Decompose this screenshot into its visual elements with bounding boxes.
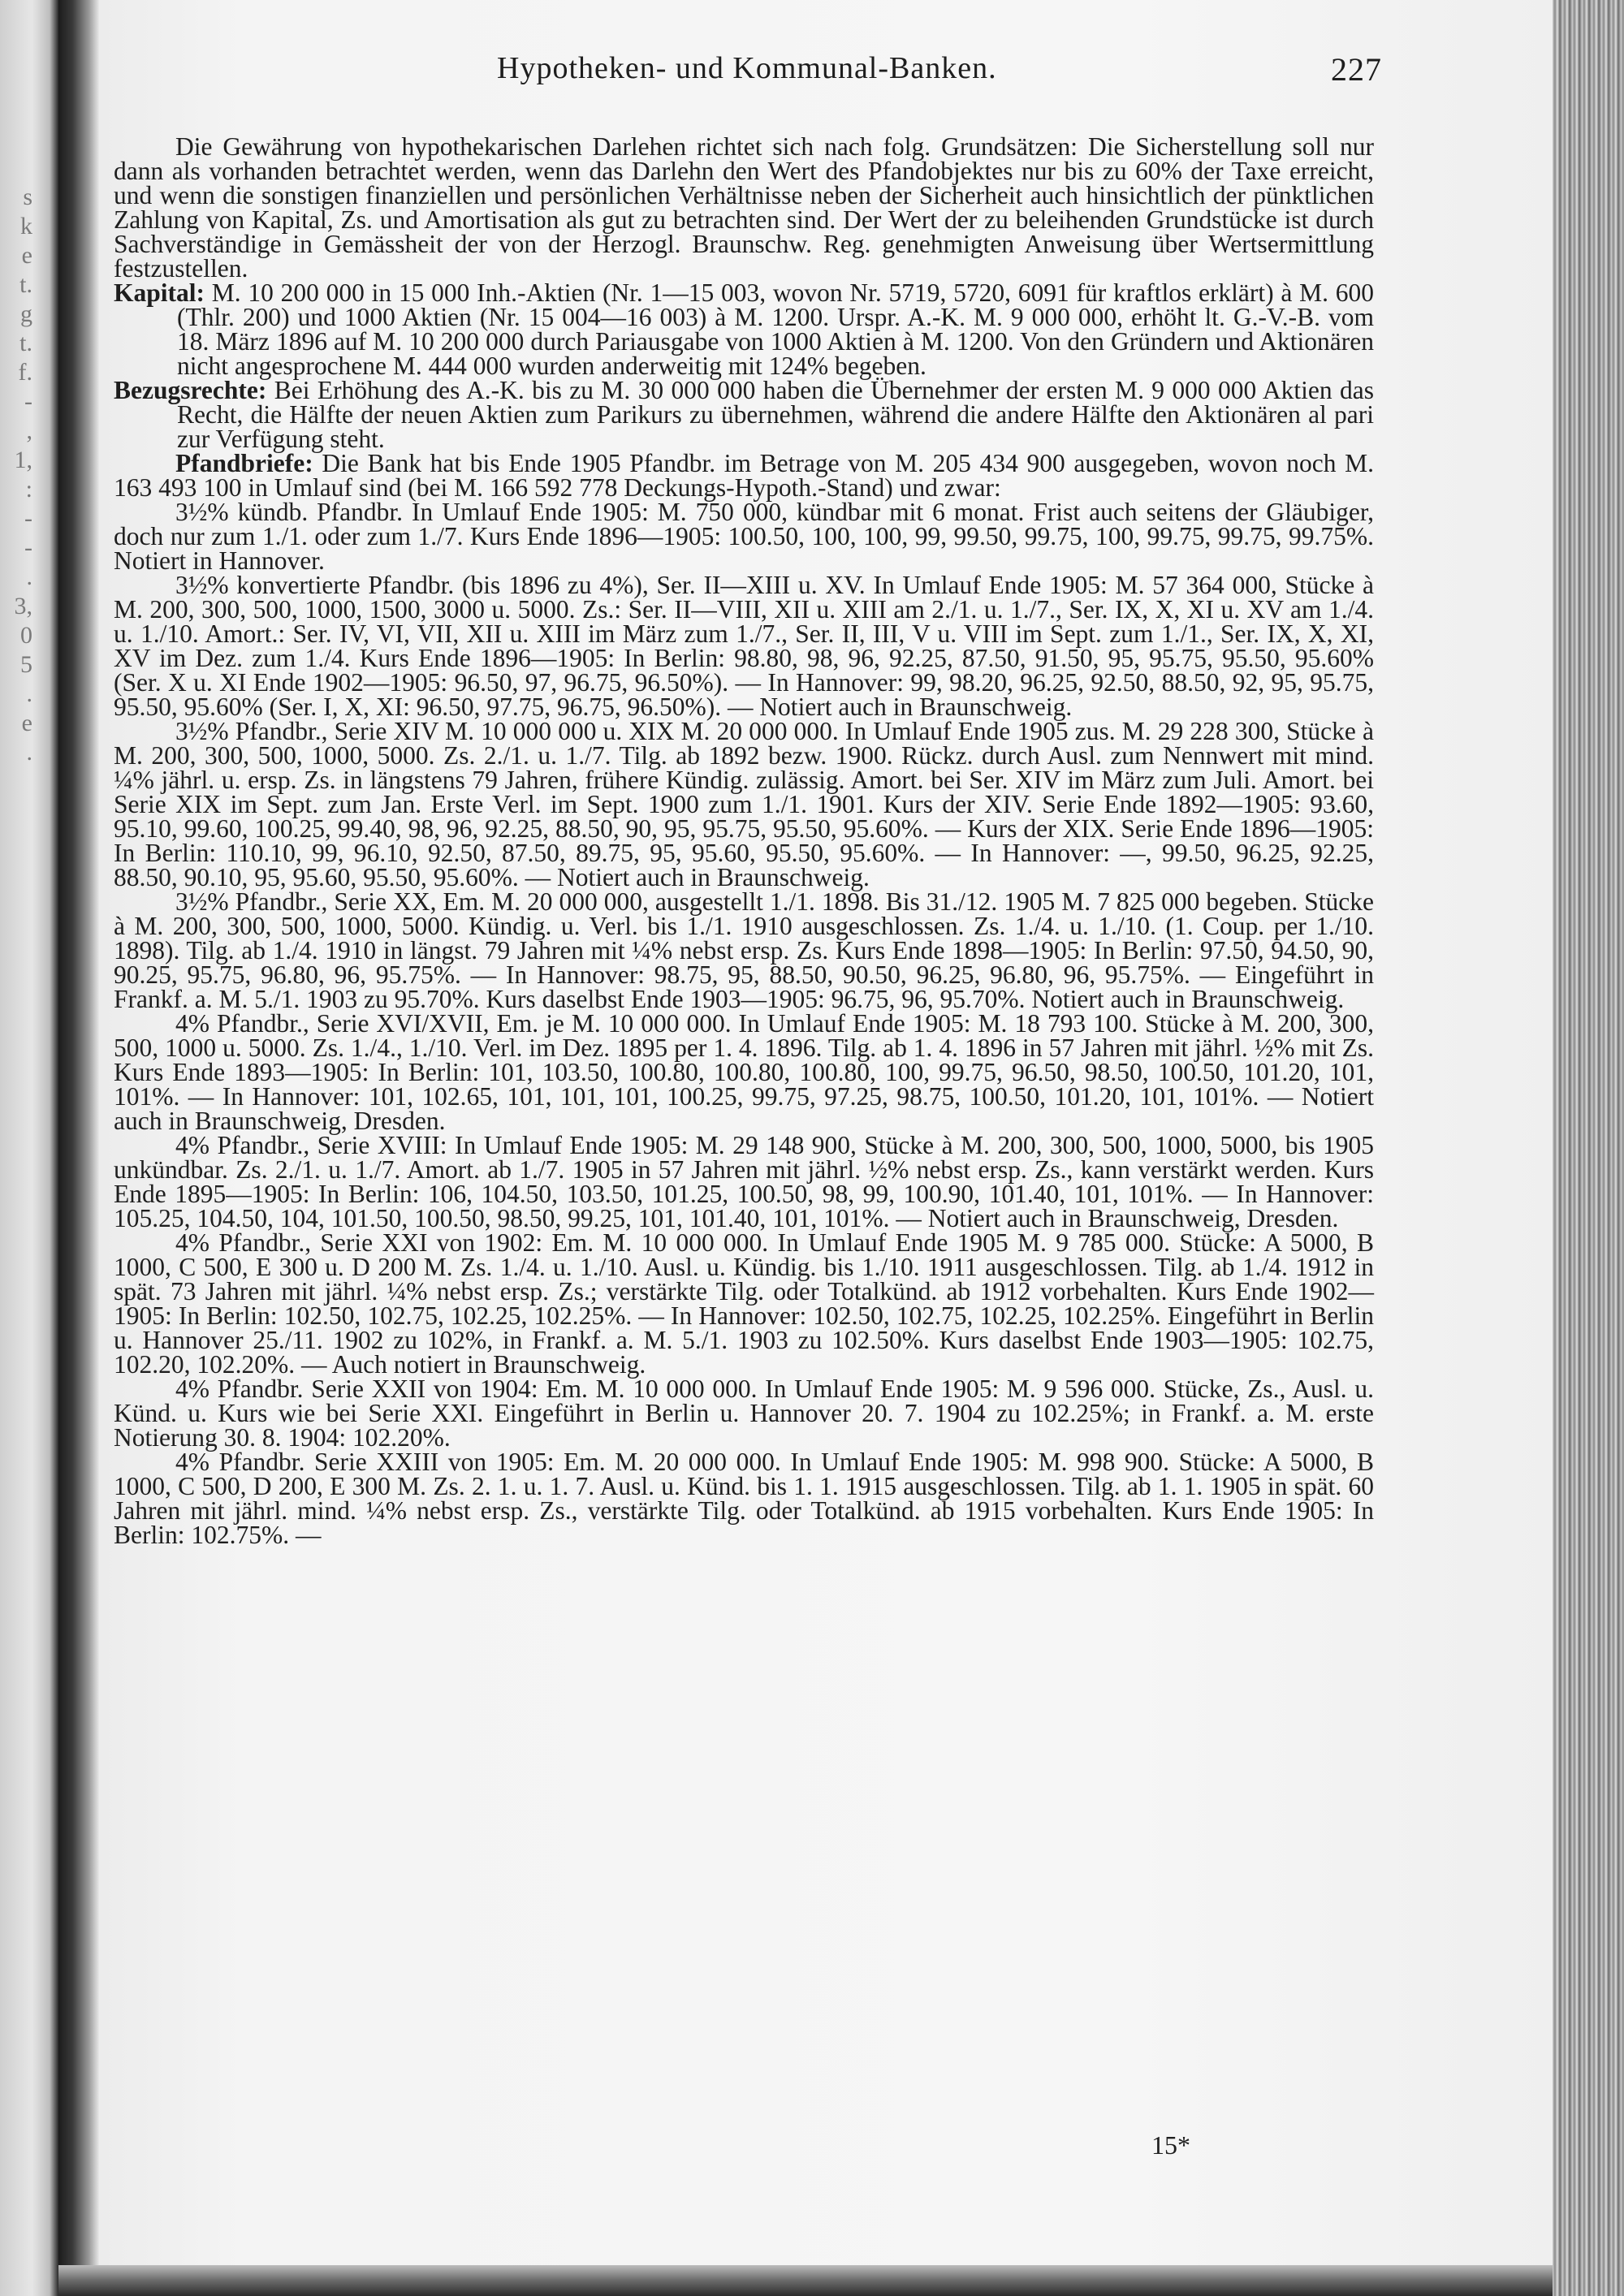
paragraph	[114, 1228, 1374, 1379]
paragraph-text: 4% Pfandbr., Serie XXI von 1902: Em. M. 10 000 000. In Umlauf Ende 1905 M. 9 785 000. Stücke: A 5000, B 1000, C 500, E 300 u. D 200 M. Zs. 1./4. u. 1./10. Ausl. u. Kündig. bis 1./10. 1911 ausgeschlossen. Tilg. ab 1./4. 1912 in spät. 73 Jahren mit jährl. ¼% nebst ersp. Zs.; verstärkte Tilg. oder Totalkünd. ab 1912 vorbehalten. Kurs Ende 1902—1905: In Berlin: 102.50, 102.75, 102.25, 102.25%. — In Hannover: 102.50, 102.75, 102.25, 102.25%. Eingeführt in Berlin u. Hannover 25./11. 1902 zu 102%, in Frankf. a. M. 5./1. 1903 zu 102.50%. Kurs daselbst Ende 1903—1905: 102.75, 102.20, 102.20%. — Auch notiert in Braunschweig.	[114, 1228, 1374, 1379]
margin-ghost-mark: -	[24, 505, 32, 532]
bottom-edge	[58, 2265, 1553, 2296]
body-text	[114, 132, 1374, 1549]
margin-ghost-mark: 3,	[14, 593, 32, 619]
margin-ghost-mark: .	[26, 739, 32, 766]
margin-ghost-mark: f.	[18, 359, 32, 386]
margin-ghost-mark: s	[23, 183, 32, 210]
paragraph	[114, 1009, 1374, 1135]
margin-ghost-mark: 0	[20, 622, 32, 649]
margin-ghost-mark: k	[20, 213, 32, 240]
margin-ghost-mark: g	[20, 300, 32, 327]
margin-ghost-mark: 1,	[14, 447, 32, 473]
paragraph	[114, 132, 1374, 283]
paragraph-text: Die Bank hat bis Ende 1905 Pfandbr. im Betrage von M. 205 434 900 ausgegeben, wovon noch M. 163 493 100 in Umlauf sind (bei M. 166 592 778 Deckungs-Hypoth.-Stand) und zwar:	[114, 449, 1374, 502]
paragraph-text: 4% Pfandbr., Serie XVIII: In Umlauf Ende 1905: M. 29 148 900, Stücke à M. 200, 300, 500, 1000, 5000, bis 1905 unkündbar. Zs. 2./1. u. 1./7. Amort. ab 1./7. 1905 in 57 Jahren mit jährl. ½% nebst ersp. Zs., kann verstärkt werden. Kurs Ende 1895—1905: In Berlin: 106, 104.50, 103.50, 101.25, 100.50, 98, 99, 100.90, 101.40, 101, 101%. — In Hannover: 105.25, 104.50, 104, 101.50, 100.50, 98.50, 99.25, 101, 101.40, 101, 101%. — Notiert auch in Braunschweig, Dresden.	[114, 1131, 1374, 1232]
paragraph	[114, 719, 1374, 890]
paragraph-text: 4% Pfandbr., Serie XVI/XVII, Em. je M. 10 000 000. In Umlauf Ende 1905: M. 18 793 100. Stücke à M. 200, 300, 500, 1000 u. 5000. Zs. 1./4., 1./10. Verl. im Dez. 1895 per 1. 4. 1896. Tilg. ab 1. 4. 1896 in 57 Jahren mit jährl. ½% mit Zs. Kurs Ende 1893—1905: In Berlin: 101, 103.50, 100.80, 100.80, 100.80, 100, 99.75, 96.50, 98.50, 100.50, 101.20, 101, 101%. — In Hannover: 101, 102.65, 101, 101, 101, 100.25, 99.75, 97.25, 98.75, 100.50, 101.20, 101, 101%. — Notiert auch in Braunschweig, Dresden.	[114, 1009, 1374, 1135]
paragraph	[114, 887, 1374, 1013]
margin-ghost-mark: t.	[19, 330, 32, 356]
paragraph-text: 3½% Pfandbr., Serie XX, Em. M. 20 000 000, ausgestellt 1./1. 1898. Bis 31./12. 1905 M. 7 825 000 begeben. Stücke à M. 200, 300, 500, 1000, 5000. Kündig. u. Verl. bis 1./1. 1910 ausgeschlossen. Zs. 1./4. u. 1./10. (1. Coup. per 1./10. 1898). Tilg. ab 1./4. 1910 in längst. 79 Jahren mit ¼% nebst ersp. Zs. Kurs Ende 1898—1905: In Berlin: 97.50, 94.50, 90, 90.25, 95.75, 96.80, 96, 95.75%. — In Hannover: 98.75, 95, 88.50, 90.50, 96.25, 96.80, 96, 95.75%. — Eingeführt in Frankf. a. M. 5./1. 1903 zu 95.70%. Kurs daselbst Ende 1903—1905: 96.75, 96, 95.70%. Notiert auch in Braunschweig.	[114, 887, 1374, 1013]
paragraph-text: 4% Pfandbr. Serie XXII von 1904: Em. M. 10 000 000. In Umlauf Ende 1905: M. 9 596 000. Stücke, Zs., Ausl. u. Künd. u. Kurs wie bei Serie XXI. Eingeführt in Berlin u. Hannover 20. 7. 1904 zu 102.25%; in Frankf. a. M. erste Notierung 30. 8. 1904: 102.20%.	[114, 1375, 1374, 1452]
paragraph-text: 3½% kündb. Pfandbr. In Umlauf Ende 1905: M. 750 000, kündbar mit 6 monat. Frist auch seitens der Gläubiger, doch nur zum 1./1. oder zum 1./7. Kurs Ende 1896—1905: 100.50, 100, 100, 99, 99.50, 99.75, 100, 99.75, 99.75, 99.75%. Notiert in Hannover.	[114, 498, 1374, 575]
paragraph	[114, 278, 1374, 380]
running-header	[497, 50, 1382, 99]
page-number: 227	[1331, 51, 1382, 88]
book-gutter	[58, 0, 99, 2296]
margin-ghost-mark: .	[26, 563, 32, 590]
margin-ghost-mark: ,	[26, 417, 32, 444]
paragraph	[114, 573, 1374, 719]
margin-ghost-mark: t.	[19, 271, 32, 298]
signature-mark: 15*	[1151, 2130, 1190, 2160]
margin-ghost-mark: e	[21, 242, 32, 269]
paragraph-text: M. 10 200 000 in 15 000 Inh.-Aktien (Nr. 1—15 003, wovon Nr. 5719, 5720, 6091 für kraftlos erklärt) à M. 600 (Thlr. 200) und 1000 Aktien (Nr. 15 004—16 003) à M. 1200. Urspr. A.-K. M. 9 000 000, erhöht lt. G.-V.-B. vom 18. März 1896 auf M. 10 200 000 durch Pariausgabe von 1000 Aktien à M. 1200. Von den Gründern und Aktionären nicht angesprochene M. 444 000 wurden anderweitig mit 124% begeben.	[177, 278, 1374, 380]
paragraph-text: 4% Pfandbr. Serie XXIII von 1905: Em. M. 20 000 000. In Umlauf Ende 1905: M. 998 900. Stücke: A 5000, B 1000, C 500, D 200, E 300 M. Zs. 2. 1. u. 1. 7. Ausl. u. Künd. bis 1. 1. 1915 ausgeschlossen. Tilg. ab 1. 1. 1905 in spät. 60 Jahren mit jährl. mind. ¼% nebst ersp. Zs., verstärkte Tilg. oder Totalkünd. ab 1915 vorbehalten. Kurs Ende 1905: In Berlin: 102.75%. —	[114, 1448, 1374, 1549]
running-title: Hypotheken- und Kommunal-Banken.	[497, 51, 997, 85]
margin-ghost-mark: .	[26, 680, 32, 707]
paragraph-text: 3½% konvertierte Pfandbr. (bis 1896 zu 4%), Ser. II—XIII u. XV. In Umlauf Ende 1905: M. 57 364 000, Stücke à M. 200, 300, 500, 1000, 1500, 3000 u. 5000. Zs.: Ser. II—VIII, XII u. XIII am 2./1. u. 1./7., Ser. IX, X, XI u. XV am 1./4. u. 1./10. Amort.: Ser. IV, VI, VII, XII u. XIII im März zum 1./7., Ser. II, III, V u. VIII im Sept. zum 1./1., Ser. IX, X, XI, XV im Dez. zum 1./4. Kurs Ende 1896—1905: In Berlin: 98.80, 98, 96, 92.25, 87.50, 91.50, 95, 95.75, 95.50, 95.60% (Ser. X u. XI Ende 1902—1905: 96.50, 97, 96.75, 96.50%). — In Hannover: 99, 98.20, 96.25, 92.50, 88.50, 92, 95, 95.75, 95.50, 95.60% (Ser. I, X, XI: 96.50, 97.75, 96.75, 96.50%). — Notiert auch in Braunschweig.	[114, 571, 1374, 721]
paragraph-text: Die Gewährung von hypothekarischen Darlehen richtet sich nach folg. Grundsätzen: Die Sicherstellung soll nur dann als vorhanden betrachtet werden, wenn das Darlehn den Wert des Pfandobjektes nur bis zu 60% der Taxe erreicht, und wenn die sonstigen finanziellen und persönlichen Verhältnisse neben der Sicherheit auch hinsichtlich der pünktlichen Zahlung von Kapital, Zs. und Amortisation als gut zu betrachten sind. Der Wert der zu beleihenden Grundstücke ist durch Sachverständige in Gemässheit der von der Herzogl. Braunschw. Reg. genehmigten Anweisung über Wertsermittlung festzustellen.	[114, 132, 1374, 283]
margin-ghost-mark: -	[24, 388, 32, 415]
paragraph-label: Pfandbriefe:	[175, 449, 313, 477]
paragraph	[114, 451, 1374, 500]
margin-ghost-mark: -	[24, 534, 32, 561]
margin-ghost-mark: e	[21, 710, 32, 736]
margin-ghost-mark: 5	[20, 651, 32, 678]
paragraph	[114, 1377, 1374, 1450]
paragraph	[114, 1133, 1374, 1231]
paragraph-label: Kapital:	[114, 278, 205, 307]
paragraph	[114, 378, 1374, 451]
margin-ghost-mark: :	[25, 476, 32, 503]
paragraph-text: Bei Erhöhung des A.-K. bis zu M. 30 000 000 haben die Übernehmer der ersten M. 9 000 000 Aktien das Recht, die Hälfte der neuen Aktien zum Parikurs zu übernehmen, während die andere Hälfte den Aktionären al pari zur Verfügung steht.	[177, 376, 1374, 453]
paragraph	[114, 500, 1374, 573]
paragraph	[114, 1450, 1374, 1547]
left-margin-strip	[0, 0, 58, 2296]
paragraph-text: 3½% Pfandbr., Serie XIV M. 10 000 000 u. XIX M. 20 000 000. In Umlauf Ende 1905 zus. M. 29 228 300, Stücke à M. 200, 300, 500, 1000, 5000. Zs. 2./1. u. 1./7. Tilg. ab 1892 bezw. 1900. Rückz. durch Ausl. zum Nennwert mit mind. ¼% jährl. u. ersp. Zs. in längstens 79 Jahren, frühere Kündig. zulässig. Amort. bei Ser. XIV im März zum Juli. Amort. bei Serie XIX im Sept. zum Jan. Erste Verl. im Sept. 1900 zum 1./1. 1901. Kurs der XIV. Serie Ende 1892—1905: 93.60, 95.10, 99.60, 100.25, 99.40, 98, 96, 92.25, 88.50, 90, 95, 95.75, 95.50, 95.60%. — Kurs der XIX. Serie Ende 1896—1905: In Berlin: 110.10, 99, 96.10, 92.50, 87.50, 89.75, 95, 95.60, 95.50, 95.60%. — In Hannover: —, 99.50, 96.25, 92.25, 88.50, 90.10, 95, 95.60, 95.50, 95.60%. — Notiert auch in Braunschweig.	[114, 717, 1374, 891]
book-page-edges	[1553, 0, 1624, 2296]
paragraph-label: Bezugsrechte:	[114, 376, 267, 404]
